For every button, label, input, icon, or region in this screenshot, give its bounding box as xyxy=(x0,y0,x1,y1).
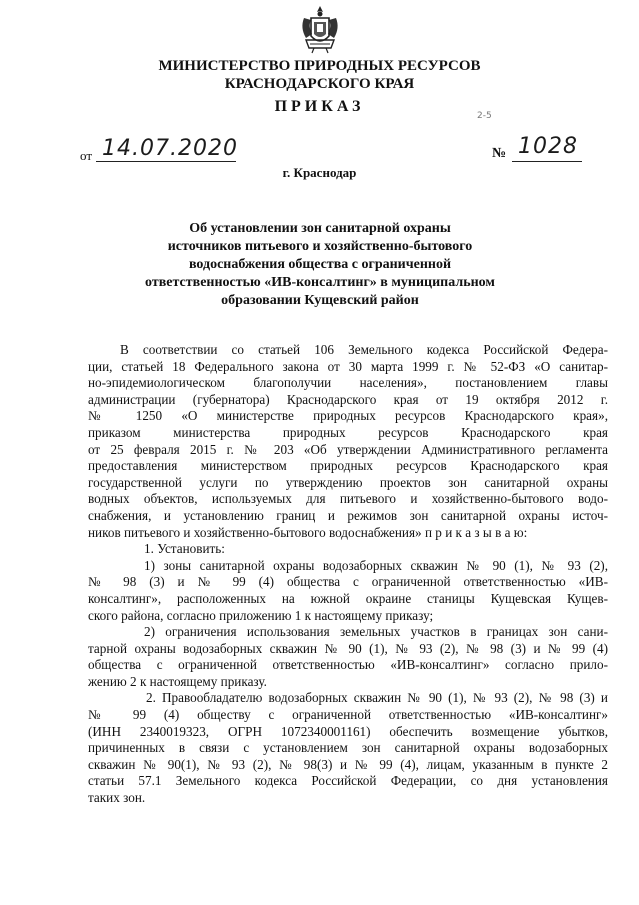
title-line: ответственностью «ИВ-консалтинг» в муниципальном xyxy=(145,275,495,290)
body-line: жению 2 к настоящему приказу. xyxy=(88,673,267,689)
number-underline xyxy=(512,161,582,162)
document-type: ПРИКАЗ xyxy=(274,98,365,115)
body-line: № 98 (3) и № 99 (4) общества с ограниченной ответственностью «ИВ- xyxy=(88,574,608,590)
ministry-name-line1: МИНИСТЕРСТВО ПРИРОДНЫХ РЕСУРСОВ xyxy=(158,58,481,74)
body-line: № 1250 «О министерстве природных ресурсов Краснодарского края», xyxy=(88,408,608,424)
coat-of-arms-emblem xyxy=(298,4,342,54)
title-line: Об установлении зон санитарной охраны xyxy=(189,221,451,236)
body-line: водных объектов, используемых для питьевого и хозяйственно-бытового водо- xyxy=(88,491,608,507)
body-line: скважин № 90(1), № 93 (2), № 98(3) и № 99 (4), лицам, указанным в пункте 2 xyxy=(88,756,608,772)
title-line: источников питьевого и хозяйственно-бытового xyxy=(167,239,473,254)
city-name: г. Краснодар xyxy=(282,165,357,180)
body-line: от 25 февраля 2015 г. № 203 «Об утверждении Административного регламента xyxy=(88,441,608,457)
body-line: причиненных в связи с установлением зон санитарной охраны водозаборных xyxy=(88,740,608,756)
number-prefix: № xyxy=(492,146,507,161)
date-value: 14.07.2020 xyxy=(102,136,238,161)
title-line: водоснабжения общества с ограниченной xyxy=(188,257,452,272)
body-line: таких зон. xyxy=(88,790,146,806)
body-line: снабжения, и установлению границ и режимов зон санитарной охраны источ- xyxy=(88,507,608,523)
body-line: ции, статьей 18 Федерального закона от 30 марта 1999 г. № 52-ФЗ «О санитар- xyxy=(88,358,608,374)
body-line: (ИНН 2340019323, ОГРН 1072340001161) обеспечить возмещение убытков, xyxy=(88,723,608,739)
body-line: государственной услуги по утверждению проектов зон санитарной охраны xyxy=(88,474,608,490)
body-line: но-эпидемиологическом благополучии населения», постановлением главы xyxy=(88,375,608,391)
body-line: В соответствии со статьей 106 Земельного кодекса Российской Федера- xyxy=(120,342,608,357)
body-line: предоставления министерством природных ресурсов Краснодарского края xyxy=(88,458,608,474)
body-line: 2) ограничения использования земельных участков в границах зон сани- xyxy=(144,624,608,640)
body-line: приказом министерства природных ресурсов Краснодарского края xyxy=(88,424,608,440)
ministry-name-line2: КРАСНОДАРСКОГО КРАЯ xyxy=(224,76,415,92)
body-line: консалтинг», расположенных на южной окраине станицы Кущевская Кущев- xyxy=(88,590,608,606)
date-prefix: от xyxy=(80,148,93,163)
body-line: 1) зоны санитарной охраны водозаборных скважин № 90 (1), № 93 (2), xyxy=(144,557,608,573)
title-line: образовании Кущевский район xyxy=(221,293,419,308)
order-number: 1028 xyxy=(518,134,578,159)
body-line: общества с ограниченной ответственностью «ИВ-консалтинг» согласно прило- xyxy=(88,657,608,673)
body-line: ников питьевого и хозяйственно-бытового водоснабжения» п р и к а з ы в а ю: xyxy=(88,524,528,540)
date-underline xyxy=(96,161,236,162)
body-line: администрации (губернатора) Краснодарского края от 19 октября 2012 г. xyxy=(88,391,608,407)
body-line: № 99 (4) обществу с ограниченной ответственностью «ИВ-консалтинг» xyxy=(88,707,608,723)
body-line: тарной охраны водозаборных скважин № 90 (1), № 93 (2), № 98 (3) и № 99 (4) xyxy=(88,640,608,656)
registration-stamp-mark: 2-5 xyxy=(477,111,492,121)
order-title xyxy=(120,220,520,310)
order-body xyxy=(88,342,608,807)
body-line: ского района, согласно приложению 1 к настоящему приказу; xyxy=(88,607,434,623)
body-line: 2. Правообладателю водозаборных скважин № 90 (1), № 93 (2), № 98 (3) и xyxy=(146,690,608,706)
body-line: статьи 57.1 Земельного кодекса Российской Федерации, со дня установления xyxy=(88,773,608,789)
body-line: 1. Установить: xyxy=(144,541,225,557)
